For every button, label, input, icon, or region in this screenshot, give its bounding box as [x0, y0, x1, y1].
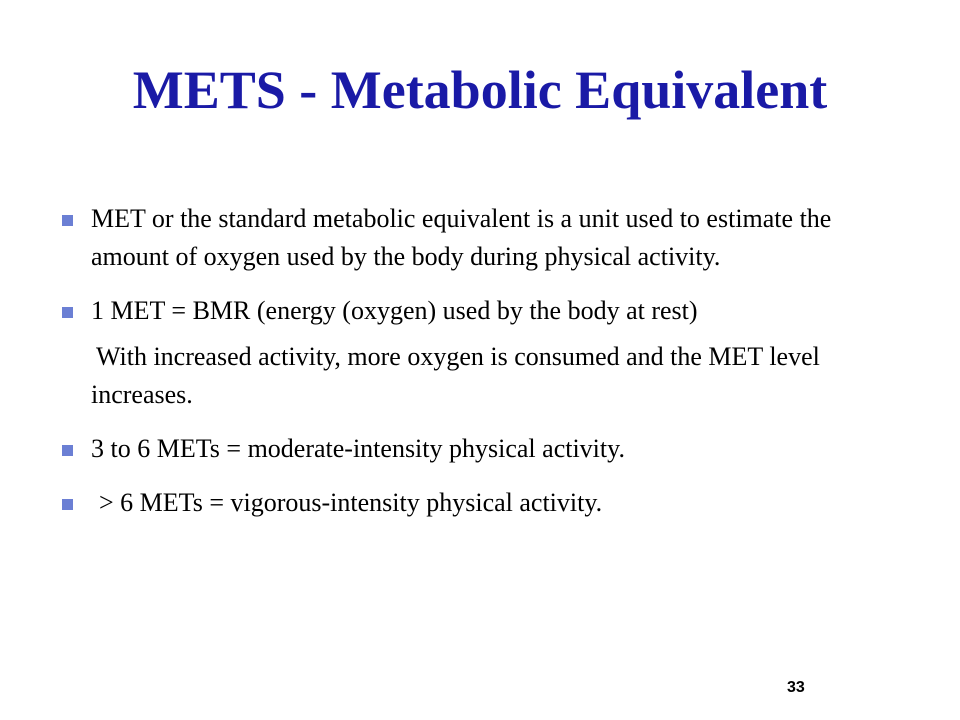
square-bullet-icon [62, 215, 73, 226]
bullet-item-increased-activity [58, 338, 878, 414]
bullet-text: > 6 METs = vigorous-intensity physical activity. [99, 488, 603, 517]
bullet-text: With increased activity, more oxygen is consumed and the MET level increases. [91, 342, 820, 409]
bullet-item-vigorous [58, 484, 878, 522]
square-bullet-icon [62, 307, 73, 318]
bullet-list [58, 200, 878, 538]
page-number: 33 [787, 679, 805, 696]
bullet-text: 1 MET = BMR (energy (oxygen) used by the body at rest) [91, 296, 698, 325]
bullet-item-one-met [58, 292, 878, 330]
bullet-item-met-definition [58, 200, 878, 276]
square-bullet-icon [62, 445, 73, 456]
slide-title: METS - Metabolic Equivalent [132, 60, 828, 120]
bullet-text: MET or the standard metabolic equivalent is a unit used to estimate the amount of oxygen used by the body during physical activity. [91, 204, 832, 271]
square-bullet-icon [62, 499, 73, 510]
bullet-text: 3 to 6 METs = moderate-intensity physical activity. [91, 434, 625, 463]
bullet-item-moderate [58, 430, 878, 468]
